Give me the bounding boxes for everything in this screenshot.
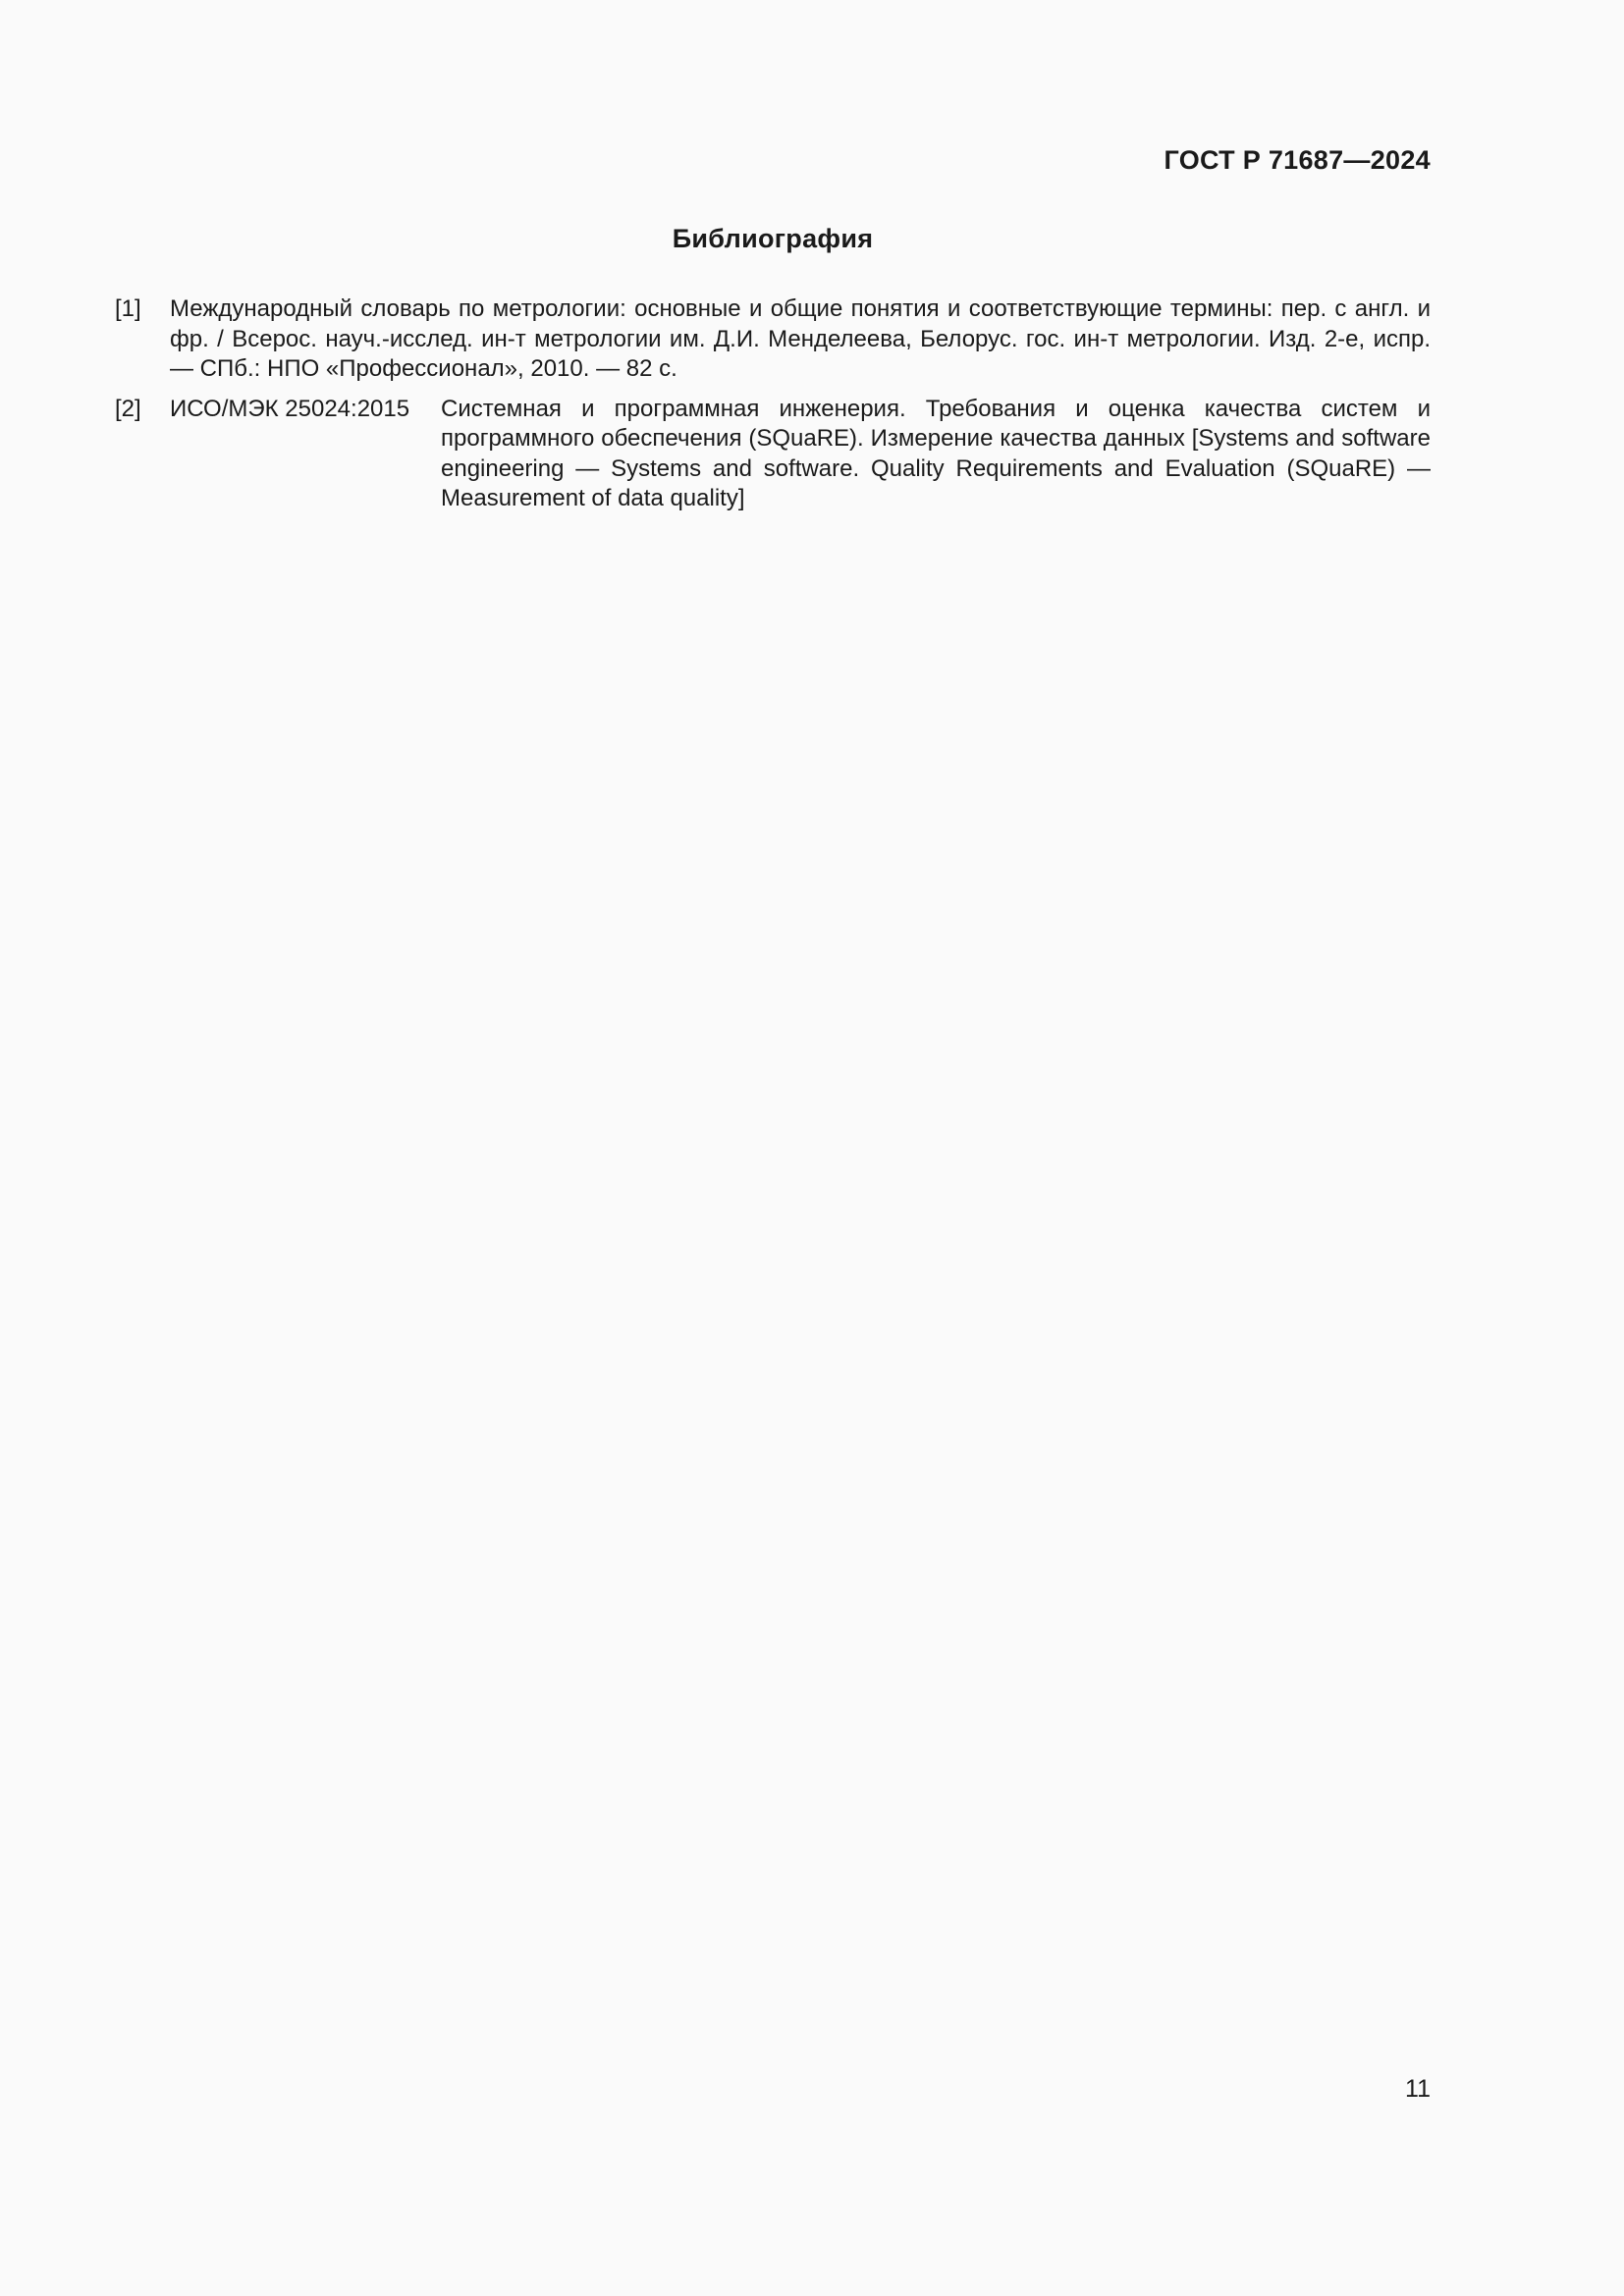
bibliography-entry-number: [1] — [115, 295, 141, 322]
section-title: Библиография — [672, 224, 874, 253]
bibliography-entry-1 — [115, 294, 1431, 385]
bibliography-entry-text: Международный словарь по метрологии: основные и общие понятия и соответствующие термины: пер. с англ. и фр. / Всерос. науч.-исслед. ин-т метрологии им. Д.И. Менделеева, Белорус. гос. ин-т метрологии. Изд. 2-е, испр. — СПб.: НПО «Профессионал», 2010. — 82 с. — [170, 295, 1431, 382]
bibliography-entry-2 — [115, 395, 1431, 514]
document-code: ГОСТ Р 71687—2024 — [1164, 145, 1431, 175]
bibliography-entry-text: Системная и программная инженерия. Требования и оценка качества систем и программного обеспечения (SQuaRE). Измерение качества данных [Systems and software engineering — Systems and software. Quality Requirements and Evaluation (SQuaRE) — Measurement of data quality] — [441, 395, 1431, 511]
page-number: 11 — [1405, 2075, 1431, 2103]
bibliography-entry-number: [2] — [115, 395, 141, 422]
bibliography-list — [115, 294, 1431, 524]
bibliography-entry-designation: ИСО/МЭК 25024:2015 — [170, 395, 410, 422]
